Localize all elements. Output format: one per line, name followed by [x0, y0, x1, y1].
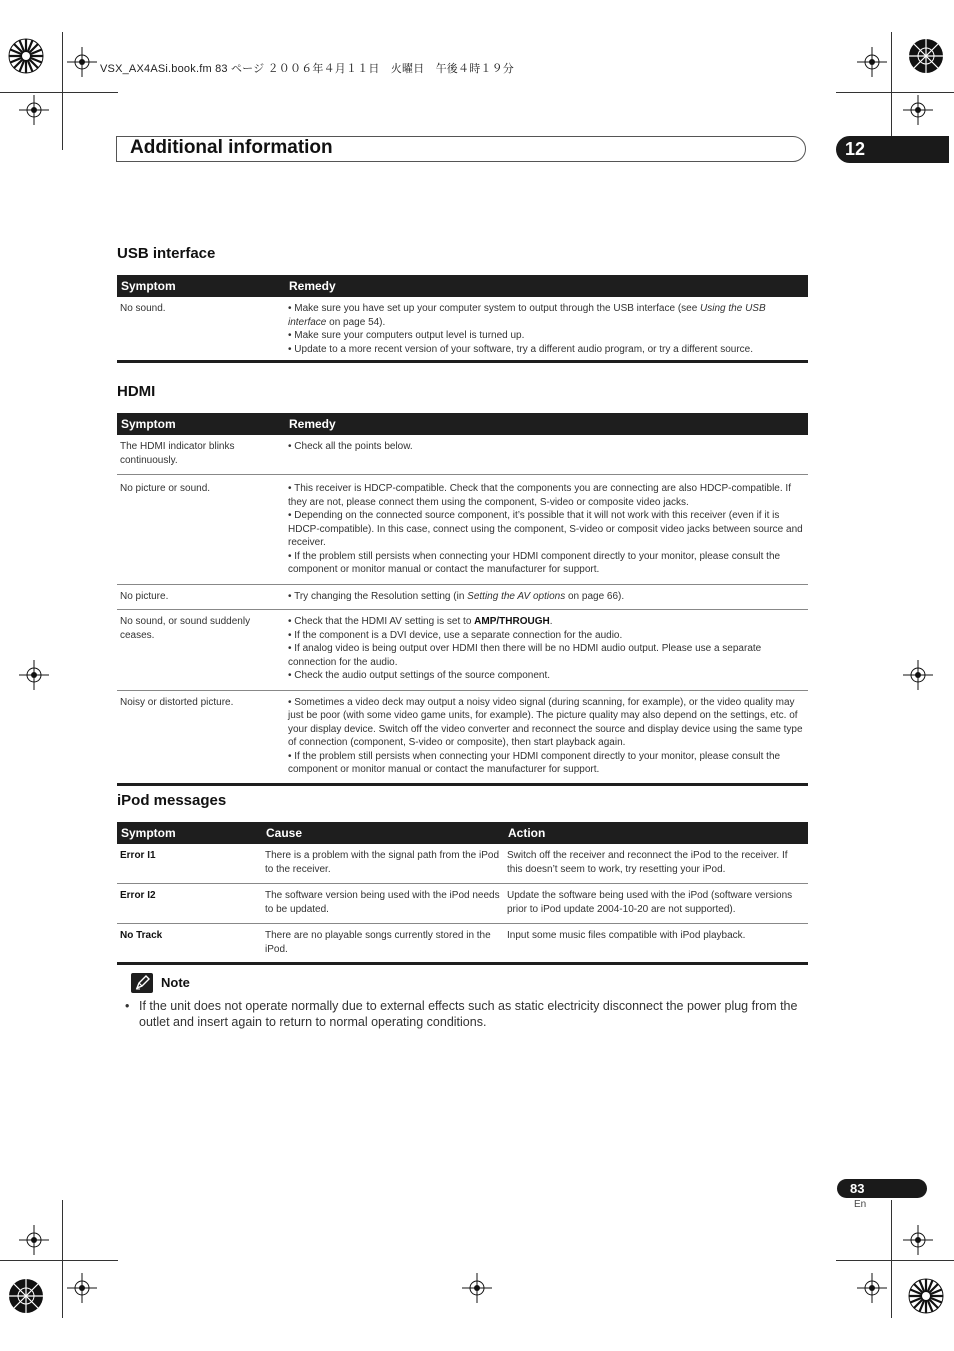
note-body: If the unit does not operate normally due to external effects such as static electricity disconnect the power plug from the outlet and insert again to return to normal operating conditions. [139, 999, 798, 1029]
registration-crosshair-icon [67, 47, 97, 77]
registration-crosshair-icon [67, 1273, 97, 1303]
note-pencil-icon [131, 973, 153, 993]
symptom-cell: No picture. [117, 584, 285, 610]
symptom-cell: No sound. [117, 297, 285, 362]
registration-crosshair-icon [903, 660, 933, 690]
action-cell: Update the software being used with the iPod (software versions prior to iPod update 2004-10-20 are not supported). [504, 884, 808, 924]
table-row [117, 884, 808, 924]
table-row [117, 435, 808, 475]
hdmi-table [117, 413, 808, 786]
symptom-cell: The HDMI indicator blinks continuously. [117, 435, 285, 475]
table-row [117, 924, 808, 964]
cause-header: Cause [262, 822, 504, 844]
registration-crosshair-icon [857, 1273, 887, 1303]
table-row [117, 844, 808, 884]
cause-cell: The software version being used with the iPod needs to be updated. [262, 884, 504, 924]
table-row [117, 610, 808, 691]
remedy-cell: • Check that the HDMI AV setting is set to AMP/THROUGH. • If the component is a DVI device, use a separate connection for the audio. • If analog video is being output over HDMI then there will be no HDMI audio output. Please use a separate connection for the audio. • Check the audio output settings of the source component. [285, 610, 808, 691]
symptom-cell: No sound, or sound suddenly ceases. [117, 610, 285, 691]
symptom-header: Symptom [117, 413, 285, 435]
registration-wheel-icon [7, 1277, 45, 1315]
symptom-cell: Error I1 [117, 844, 262, 884]
ipod-section-title: iPod messages [117, 792, 227, 809]
registration-wheel-icon [7, 37, 45, 75]
remedy-cell: • Try changing the Resolution setting (in Setting the AV options on page 66). [285, 584, 808, 610]
action-cell: Switch off the receiver and reconnect the iPod to the receiver. If this doesn’t seem to work, try resetting your iPod. [504, 844, 808, 884]
chapter-number: 12 [845, 139, 866, 159]
symptom-header: Symptom [117, 822, 262, 844]
registration-wheel-icon [907, 1277, 945, 1315]
page-number: 83 [850, 1181, 865, 1196]
registration-wheel-icon [907, 37, 945, 75]
hdmi-section-title: HDMI [117, 383, 156, 400]
registration-crosshair-icon [19, 660, 49, 690]
registration-crosshair-icon [857, 47, 887, 77]
file-header: VSX_AX4ASi.book.fm 83 ページ ２００６年４月１１日 火曜日 午後４時１９分 [100, 63, 515, 75]
chapter-title: Additional information [130, 137, 333, 158]
page-language: En [854, 1199, 867, 1210]
symptom-header: Symptom [117, 275, 285, 297]
symptom-cell: Error I2 [117, 884, 262, 924]
table-row [117, 584, 808, 610]
cause-cell: There are no playable songs currently stored in the iPod. [262, 924, 504, 964]
remedy-header: Remedy [285, 275, 808, 297]
symptom-cell: No Track [117, 924, 262, 964]
registration-crosshair-icon [903, 1225, 933, 1255]
cause-cell: There is a problem with the signal path from the iPod to the receiver. [262, 844, 504, 884]
remedy-cell: • Make sure you have set up your computer system to output through the USB interface (see Using the USB interface on page 54). • Make sure your computers output level is turned up. • Update to a more recent version of your software, try a different audio program, or try a different source. [285, 297, 808, 362]
action-cell: Input some music files compatible with iPod playback. [504, 924, 808, 964]
note-text [125, 998, 805, 1030]
registration-crosshair-icon [19, 95, 49, 125]
remedy-header: Remedy [285, 413, 808, 435]
symptom-cell: Noisy or distorted picture. [117, 690, 285, 784]
table-row [117, 475, 808, 585]
remedy-cell: • Sometimes a video deck may output a noisy video signal (during scanning, for example), or the video quality may just be poor (with some video game units, for example). The picture quality may also depend on the settings, etc. of your display device. Switch off the video converter and reconnect the source and display device using the same type of connection (component, S-video or composite), then start playback again. • If the problem still persists when connecting your HDMI component directly to your monitor, please consult the component or monitor manual or contact the manufacturer for support. [285, 690, 808, 784]
usb-table [117, 275, 808, 363]
table-row [117, 690, 808, 784]
action-header: Action [504, 822, 808, 844]
remedy-cell: • Check all the points below. [285, 435, 808, 475]
remedy-cell: • This receiver is HDCP-compatible. Check that the components you are connecting are also HDCP-compatible. If they are not, please connect them using the component, S-video or composite video jacks. • Depending on the connected source component, it’s possible that it will not work with this receiver (even if it is HDCP-compatible). In this case, connect using the component, S-video or composit video jacks between source and receiver. • If the problem still persists when connecting your HDMI component directly to your monitor, please consult the component or monitor manual or contact the manufacturer for support. [285, 475, 808, 585]
ipod-table [117, 822, 808, 965]
note-bullet: • [125, 999, 130, 1013]
note-label: Note [161, 975, 190, 990]
table-row [117, 297, 808, 362]
registration-crosshair-icon [462, 1273, 492, 1303]
symptom-cell: No picture or sound. [117, 475, 285, 585]
usb-section-title: USB interface [117, 245, 216, 262]
registration-crosshair-icon [903, 95, 933, 125]
registration-crosshair-icon [19, 1225, 49, 1255]
